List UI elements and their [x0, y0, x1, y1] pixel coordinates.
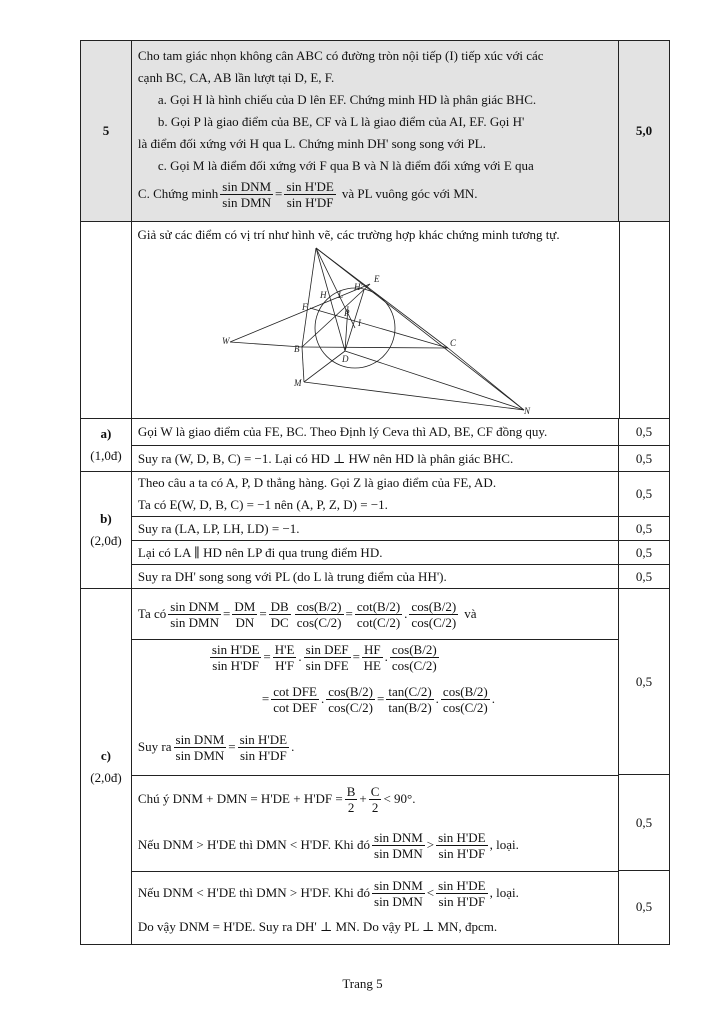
label-N: N: [523, 406, 530, 414]
label-D: D: [341, 354, 348, 364]
label-L: L: [337, 290, 343, 300]
geometry-figure: [138, 246, 614, 414]
label-M: M: [293, 378, 301, 388]
label-H: H: [319, 290, 326, 300]
eq-block-3: [132, 775, 618, 871]
label-A: [312, 246, 319, 248]
conclusion-line: Do vậy DNM = H'DE. Suy ra DH' ⊥ MN. Do vậy PL ⊥ MN, đpcm.: [137, 919, 498, 934]
part-c-statement: C. Chứng minh $\frac{\text{sin DNM}}{\text{sin DMN}}$ = $\frac{\text{sin H'DE}}{\text{sin H'DF}}$ và PL vuông góc với MN.: [137, 178, 478, 210]
part-a-row: a) (1,0đ) Gọi W là giao điểm của FE, BC. Theo Định lý Ceva thì AD, BE, CF đồng quy. Suy ra (W, D, B, C) = −1. Lại có HD ⊥ HW nên HD là phân giác BHC. 0,5 0,5: [81, 418, 669, 471]
problem-score: 5,0: [635, 123, 653, 138]
label-E: E: [373, 274, 379, 284]
eq4: Suy ra $\frac{\text{sin DNM}}{\text{sin DMN}}$ = $\frac{\text{sin H'DE}}{\text{sin H'DF}}$ .: [137, 731, 295, 763]
eq1: Ta có $\frac{\text{sin DNM}}{\text{sin DMN}}$ = $\frac{DM}{DN}$ = $\frac{DB}{DC}$ $\frac{\cos(B/2)}{\cos(C/2)}$ = $\frac{\cot(B/2)}{\cot(C/2)}$ . $\frac{\cos(B/2)}{\cos(C/2)}$ và: [137, 598, 477, 630]
eq-block-2: [132, 639, 618, 775]
label-H-prime: H': [353, 282, 362, 292]
figure-caption: Giả sử các điểm có vị trí như hình vẽ, các trường hợp khác chứng minh tương tự.: [137, 227, 560, 242]
problem-statement: Cho tam giác nhọn không cân ABC có đường tròn nội tiếp (I) tiếp xúc với các cạnh BC, CA, AB lần lượt tại D, E, F. a. Gọi H là hình chiếu của D lên EF. Chứng minh HD là phân giác BHC. b. Gọi P là giao điểm của BE, CF và L là giao điểm của AI, EF. Gọi H' là điểm đối xứng với H qua L. Chứng minh DH' song song với PL. c. Gọi M là điểm đối xứng với F qua B và N là điểm đối xứng với E qua C. Chứng minh $\frac{\text{sin DNM}}{\text{sin DMN}}$ = $\frac{\text{sin H'DE}}{\text{sin H'DF}}$ và PL vuông góc với MN.: [132, 41, 619, 221]
case2-line: Nếu DNM < H'DE thì DMN > H'DF. Khi đó $\frac{\text{sin DNM}}{\text{sin DMN}}$ < $\frac{\text{sin H'DE}}{\text{sin H'DF}}$ , loại.: [137, 877, 519, 909]
eq3: = $\frac{\text{cot DFE}}{\text{cot DEF}}$ . $\frac{\cos(B/2)}{\cos(C/2)}$ = $\frac{\tan(C/2)}{\tan(B/2)}$ . $\frac{\cos(B/2)}{\cos(C/2)}$ .: [261, 683, 495, 715]
case1-line: Nếu DNM > H'DE thì DMN < H'DF. Khi đó $\frac{\text{sin DNM}}{\text{sin DMN}}$ > $\frac{\text{sin H'DE}}{\text{sin H'DF}}$ , loại.: [137, 829, 519, 861]
part-b-row: b) (2,0đ) Theo câu a ta có A, P, D thẳng hàng. Gọi Z là giao điểm của FE, AD. Ta có E(W, D, B, C) = −1 nên (A, P, Z, D) = −1. Suy ra (LA, LP, LH, LD) = −1. Lại có LA ∥ HD nên LP đi qua trung điểm HD. Suy ra DH' song song với PL (do L là trung điểm của HH'). 0,5 0,5 0,5 0,5: [81, 471, 669, 588]
part-c-row: c) (2,0đ) Ta có $\frac{\text{sin DNM}}{\text{sin DMN}}$ = $\frac{DM}{DN}$ = $\frac{DB}{DC}$ $\frac{\cos(B/2)}{\cos(C/2)}$ = $\frac{\cot(B/2)}{\cot(C/2)}$ . $\frac{\cos(B/2)}{\cos(C/2)}$ và $\frac{\text{sin H'DE}}{\text{sin H'DF}}$ = $\frac{H'E}{H'F}$ . $\frac{\text{sin DEF}}{\text{sin DFE}}$ = $\frac{HF}{HE}$ . $\frac{\cos(B/2)}{\cos(C/2)}$ = $\frac{\text{cot DFE}}{\text{cot DEF}}$ . $\frac{\cos(B/2)}{\cos(C/2)}$ = $\frac{\tan(C/2)}{\tan(B/2)}$ . $\frac{\cos(B/2)}{\cos(C/2)}$ . Suy ra $\frac{\text{sin DNM}}{\text{sin DMN}}$ = $\frac{\text{sin H'DE}}{\text{sin H'DF}}$ . Chú ý DNM + DMN = H'DE + H'DF = $\frac{B}{2}$ + $\frac{C}{2}$ < 90°. Nếu DNM > H'DE thì DMN < H'DF. Khi đó $\frac{\text{sin DNM}}{\text{sin DMN}}$ > $\frac{\text{sin H'DE}}{\text{sin H'DF}}$ , loại. Nếu DNM < H'DE thì DMN > H'DF. Khi đó $\frac{\text{sin DNM}}{\text{sin DMN}}$ < $\frac{\text{sin H'DE}}{\text{sin H'DF}}$ , loại. Do vậy DNM = H'DE. Suy ra DH' ⊥ MN. Do vậy PL ⊥ MN, đpcm. 0,5 0,5 0,5: [81, 588, 669, 944]
label-I: I: [357, 318, 361, 328]
eq-block-4: [132, 871, 618, 944]
problem-row: [81, 41, 669, 221]
eq2: $\frac{\text{sin H'DE}}{\text{sin H'DF}}$ = $\frac{H'E}{H'F}$ . $\frac{\text{sin DEF}}{\text{sin DFE}}$ = $\frac{HF}{HE}$ . $\frac{\cos(B/2)}{\cos(C/2)}$: [211, 641, 437, 673]
problem-number: 5: [81, 41, 132, 221]
label-F: F: [301, 302, 307, 312]
label-B: B: [293, 344, 299, 354]
label-W: W: [221, 336, 229, 346]
label-P: P: [343, 308, 349, 318]
figure-row: [81, 221, 669, 418]
solution-table: [80, 40, 670, 945]
label-C: C: [449, 338, 456, 348]
page-footer: Trang 5: [342, 976, 383, 991]
note-line: Chú ý DNM + DMN = H'DE + H'DF = $\frac{B}{2}$ + $\frac{C}{2}$ < 90°.: [137, 783, 416, 815]
